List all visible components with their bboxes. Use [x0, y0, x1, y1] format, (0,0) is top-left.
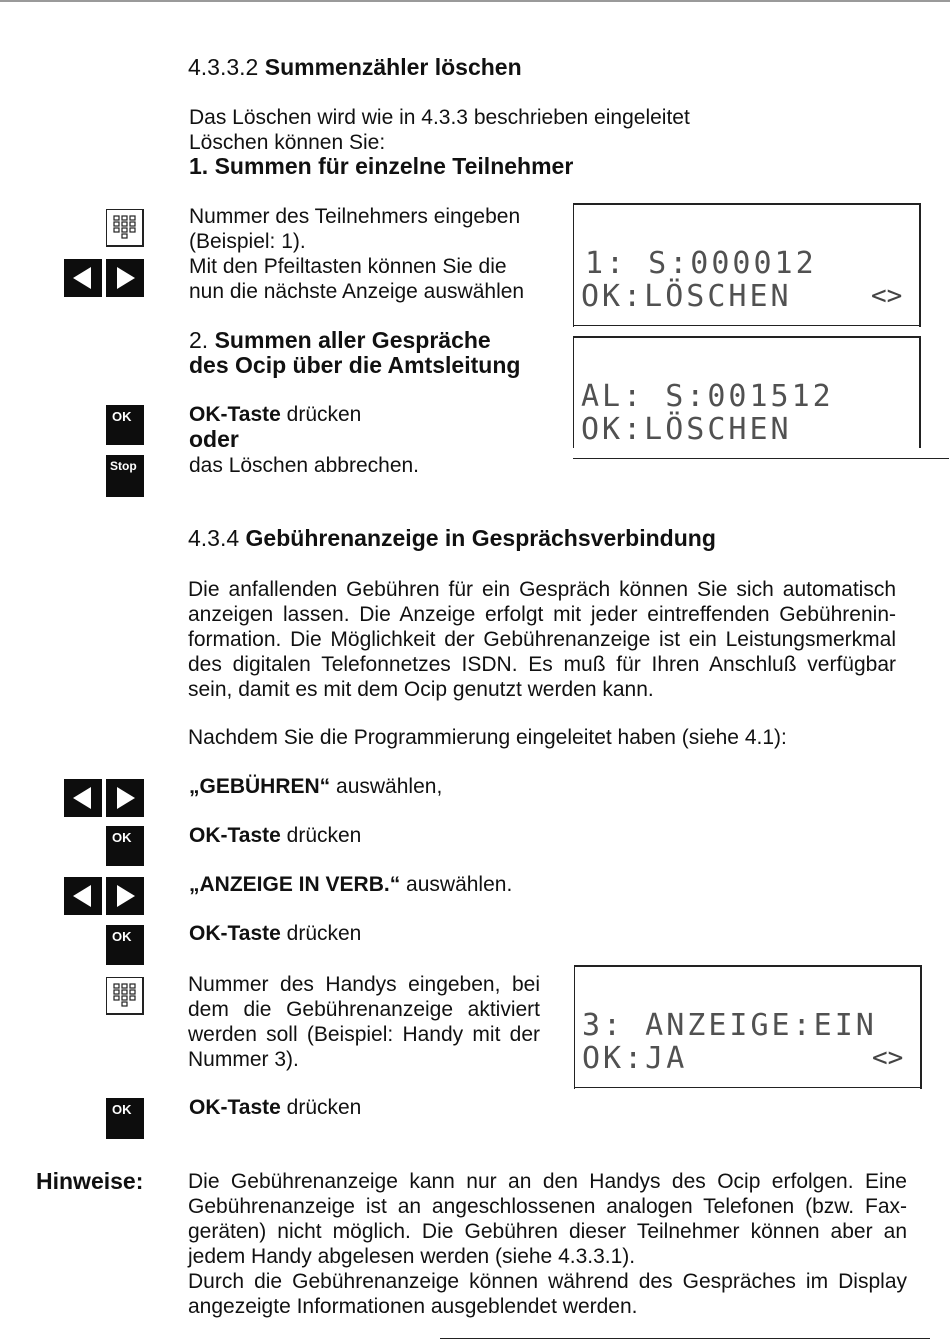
item1-instructions	[189, 204, 549, 304]
step-bold: OK-Taste	[189, 922, 281, 945]
lcd-line-1: AL: S:001512	[581, 379, 834, 414]
step-ok-2	[189, 921, 361, 946]
ok-key-label: OK	[112, 1102, 132, 1117]
item1-line: Nummer des Teilnehmers eingeben	[189, 205, 521, 228]
step-ok-1	[189, 823, 361, 848]
notes-label-text: Hinweise:	[36, 1168, 144, 1194]
section-number: 4.3.4	[188, 525, 240, 551]
arrow-right-icon	[106, 877, 144, 915]
lcd-line-2: OK:JA	[582, 1041, 688, 1076]
arrow-right-icon	[106, 779, 144, 817]
paragraph-line: des digitalen Telefonnetzes ISDN. Es muß für Ihren Anschluß verfügbar	[188, 653, 896, 676]
notes-line: Gebührenanzeige ist an angeschlossenen analogen Telefonen (bzw. Fax-	[188, 1195, 907, 1218]
lcd-display-1	[573, 203, 921, 327]
notes-line: Durch die Gebührenanzeige können während des Gespräches im Display	[188, 1270, 907, 1293]
stop-key-icon	[106, 455, 144, 497]
notes-line: jedem Handy abgelesen werden (siehe 4.3.3.1).	[188, 1245, 636, 1268]
ok-key-icon	[106, 826, 144, 866]
ok-key-text: OK-Taste	[189, 403, 281, 426]
arrow-left-icon	[64, 877, 102, 915]
step-ok-3	[189, 1095, 361, 1120]
step-rest: drücken	[286, 922, 362, 945]
section-heading-434	[188, 525, 716, 552]
abort-line: das Löschen abbrechen.	[189, 454, 420, 477]
section-434-paragraph	[188, 577, 896, 702]
paragraph-line: Die anfallenden Gebühren für ein Gespräch können Sie sich automatisch	[188, 578, 896, 601]
lcd-line-2: OK:LÖSCHEN	[581, 412, 792, 447]
section-number: 4.3.3.2	[188, 54, 259, 80]
step-rest: drücken	[286, 1096, 362, 1119]
ok-key-label: OK	[112, 830, 132, 845]
stop-key-label: Stop	[110, 459, 137, 473]
item2-title-text: Summen aller Gespräche	[214, 327, 491, 353]
item1-title	[189, 153, 573, 180]
step-bold: OK-Taste	[189, 824, 281, 847]
step-enter-handy	[188, 972, 540, 1072]
lcd-display-2	[573, 336, 921, 460]
arrow-left-icon	[64, 779, 102, 817]
oder-bold: oder	[189, 426, 239, 452]
notes-label	[36, 1168, 143, 1195]
lcd-nav-arrows-icon: <>	[872, 1043, 904, 1073]
step-bold: „ANZEIGE IN VERB.“	[189, 873, 401, 896]
step-rest: drücken	[286, 824, 362, 847]
keypad-icon	[106, 209, 144, 247]
top-border	[0, 0, 950, 2]
item2-title-text-2: des Ocip über die Amtsleitung	[189, 352, 521, 378]
step5-line: Nummer 3).	[188, 1048, 299, 1071]
section-heading-4332	[188, 54, 522, 81]
lcd-display-3	[574, 965, 922, 1089]
arrow-left-icon	[64, 259, 102, 297]
step-bold: OK-Taste	[189, 1096, 281, 1119]
item1-line: nun die nächste Anzeige auswählen	[189, 280, 525, 303]
step5-line: dem die Gebührenanzeige aktiviert	[188, 998, 540, 1021]
lcd-line-2: OK:LÖSCHEN	[581, 279, 792, 314]
step-bold: „GEBÜHREN“	[189, 775, 331, 798]
lcd-line-1: 3: ANZEIGE:EIN	[582, 1008, 877, 1043]
step-rest: auswählen,	[336, 775, 443, 798]
footer-rule	[440, 1338, 930, 1339]
step5-line: Nummer des Handys eingeben, bei	[188, 973, 540, 996]
lcd-line-1: 1: S:000012	[585, 246, 817, 281]
ok-key-label: OK	[112, 929, 132, 944]
oder-text	[189, 426, 239, 453]
section-title: Summenzähler löschen	[264, 54, 522, 80]
keypad-icon	[106, 977, 144, 1015]
notes-line: angezeigte Informationen ausgeblendet werden.	[188, 1295, 638, 1318]
step-select-gebuehren	[189, 774, 442, 799]
step-rest: auswählen.	[406, 873, 513, 896]
arrow-right-icon	[106, 259, 144, 297]
ok-key-icon	[106, 925, 144, 965]
item2-title-line-2	[189, 352, 520, 379]
ok-key-label: OK	[112, 409, 132, 424]
item1-line: Mit den Pfeiltasten können Sie die	[189, 255, 507, 278]
ok-key-icon	[106, 405, 144, 445]
ok-instruction	[189, 402, 361, 427]
intro-line-1: Das Löschen wird wie in 4.3.3 beschrieben eingeleitet	[189, 106, 690, 129]
after-program-line: Nachdem Sie die Programmierung eingeleitet haben (siehe 4.1):	[188, 726, 787, 749]
step5-line: werden soll (Beispiel: Handy mit der	[188, 1023, 540, 1046]
ok-key-icon	[106, 1098, 144, 1139]
step-select-anzeige	[189, 872, 512, 897]
notes-line: Die Gebührenanzeige kann nur an den Handys des Ocip erfolgen. Eine	[188, 1170, 907, 1193]
paragraph-line: sein, damit es mit dem Ocip genutzt werden kann.	[188, 678, 654, 701]
paragraph-line: anzeigen lassen. Die Anzeige erfolgt mit jeder eintreffenden Gebührenin-	[188, 603, 896, 626]
item1-line: (Beispiel: 1).	[189, 230, 306, 253]
notes-line: geräten) nicht möglich. Die Gebühren dieser Teilnehmer können aber an	[188, 1220, 907, 1243]
item1-title-text: 1. Summen für einzelne Teilnehmer	[189, 153, 574, 179]
intro-line-2: Löschen können Sie:	[189, 131, 386, 154]
item2-number: 2.	[189, 327, 209, 353]
lcd-nav-arrows-icon: <>	[871, 281, 903, 311]
paragraph-line: formation. Die Möglichkeit der Gebührenanzeige ist ein Leistungsmerkmal	[188, 628, 896, 651]
ok-key-rest: drücken	[286, 403, 362, 426]
item2-title-line-1	[189, 327, 491, 354]
notes-paragraph	[188, 1169, 907, 1319]
section-title: Gebührenanzeige in Gesprächsverbindung	[245, 525, 716, 551]
